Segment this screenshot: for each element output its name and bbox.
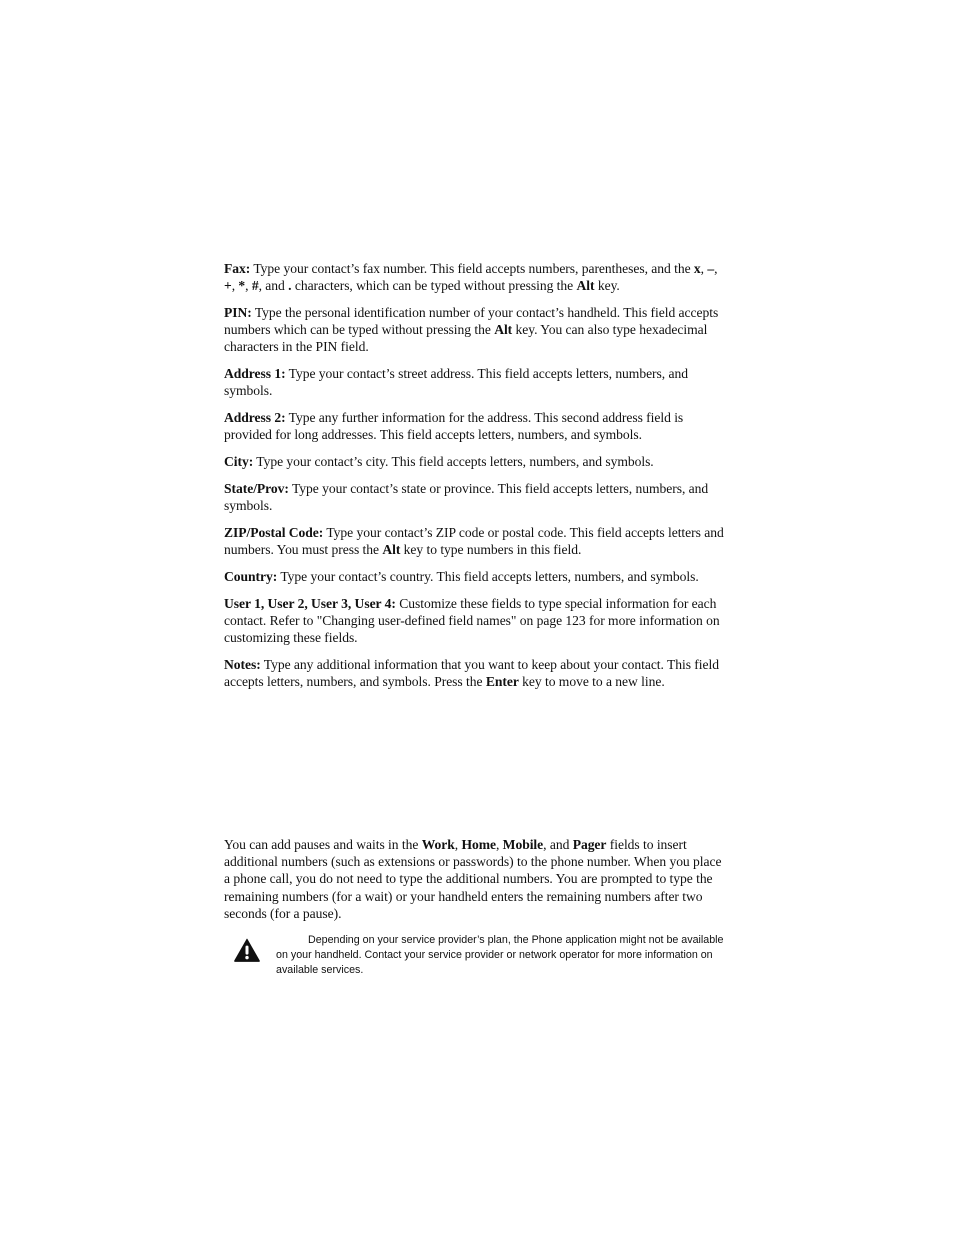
field-description-country: Country: Type your contact’s country. This field accepts letters, numbers, and symbols. (224, 569, 699, 584)
field-term: PIN: (224, 305, 252, 320)
field-description-fax: Fax: Type your contact’s fax number. This field accepts numbers, parentheses, and the x, –, +, *, #, and . characters, which can be typed without pressing the Alt key. (224, 261, 718, 294)
field-term: Address 2: (224, 410, 286, 426)
warning-text: Depending on your service provider’s plan, the Phone application might not be available on your handheld. Contact your service provider or network operator for more information on available services. (276, 934, 724, 976)
field-description-user-fields: User 1, User 2, User 3, User 4: Customize these fields to type special information for each contact. Refer to "Changing user-defined field names" on page 123 for more information on customizing these fields. (224, 595, 720, 646)
field-description-state-prov: State/Prov: Type your contact’s state or province. This field accepts letters, numbers, and symbols. (224, 481, 709, 514)
pauses-section (224, 836, 730, 932)
field-description-address-2: Address 2: Type any further information for the address. This second address field is provided for long addresses. This field accepts letters, numbers, and symbols. (224, 410, 684, 443)
field-term: City: (224, 454, 254, 470)
field-term: Country: (224, 569, 278, 584)
field-description-pin: PIN: Type the personal identification number of your contact’s handheld. This field accepts numbers which can be typed without pressing the Alt key. You can also type hexadecimal characters in the PIN field. (224, 305, 719, 355)
field-description-notes: Notes: Type any additional information that you want to keep about your contact. This field accepts letters, numbers, and symbols. Press the Enter key to move to a new line. (224, 657, 719, 690)
field-term: Address 1: (224, 366, 286, 382)
field-description-city: City: Type your contact’s city. This field accepts letters, numbers, and symbols. (224, 454, 654, 470)
field-descriptions (224, 260, 730, 700)
pauses-paragraph: You can add pauses and waits in the Work, Home, Mobile, and Pager fields to insert additional numbers (such as extensions or passwords) to the phone number. When you place a phone call, you do not need to type the additional numbers. You are prompted to type the remaining numbers (for a wait) or your handheld enters the remaining numbers after two seconds (for a pause). (224, 837, 722, 921)
field-term: State/Prov: (224, 481, 289, 496)
warning-triangle-icon (234, 938, 260, 962)
field-description-address-1: Address 1: Type your contact’s street address. This field accepts letters, numbers, and symbols. (224, 366, 688, 399)
field-term: ZIP/Postal Code: (224, 525, 324, 540)
field-term: User 1, User 2, User 3, User 4: (224, 595, 396, 611)
field-term: Fax: (224, 261, 251, 276)
field-term: Notes: (224, 657, 261, 672)
field-description-zip-postal-code: ZIP/Postal Code: Type your contact’s ZIP code or postal code. This field accepts letters and numbers. You must press the Alt key to type numbers in this field. (224, 525, 724, 558)
